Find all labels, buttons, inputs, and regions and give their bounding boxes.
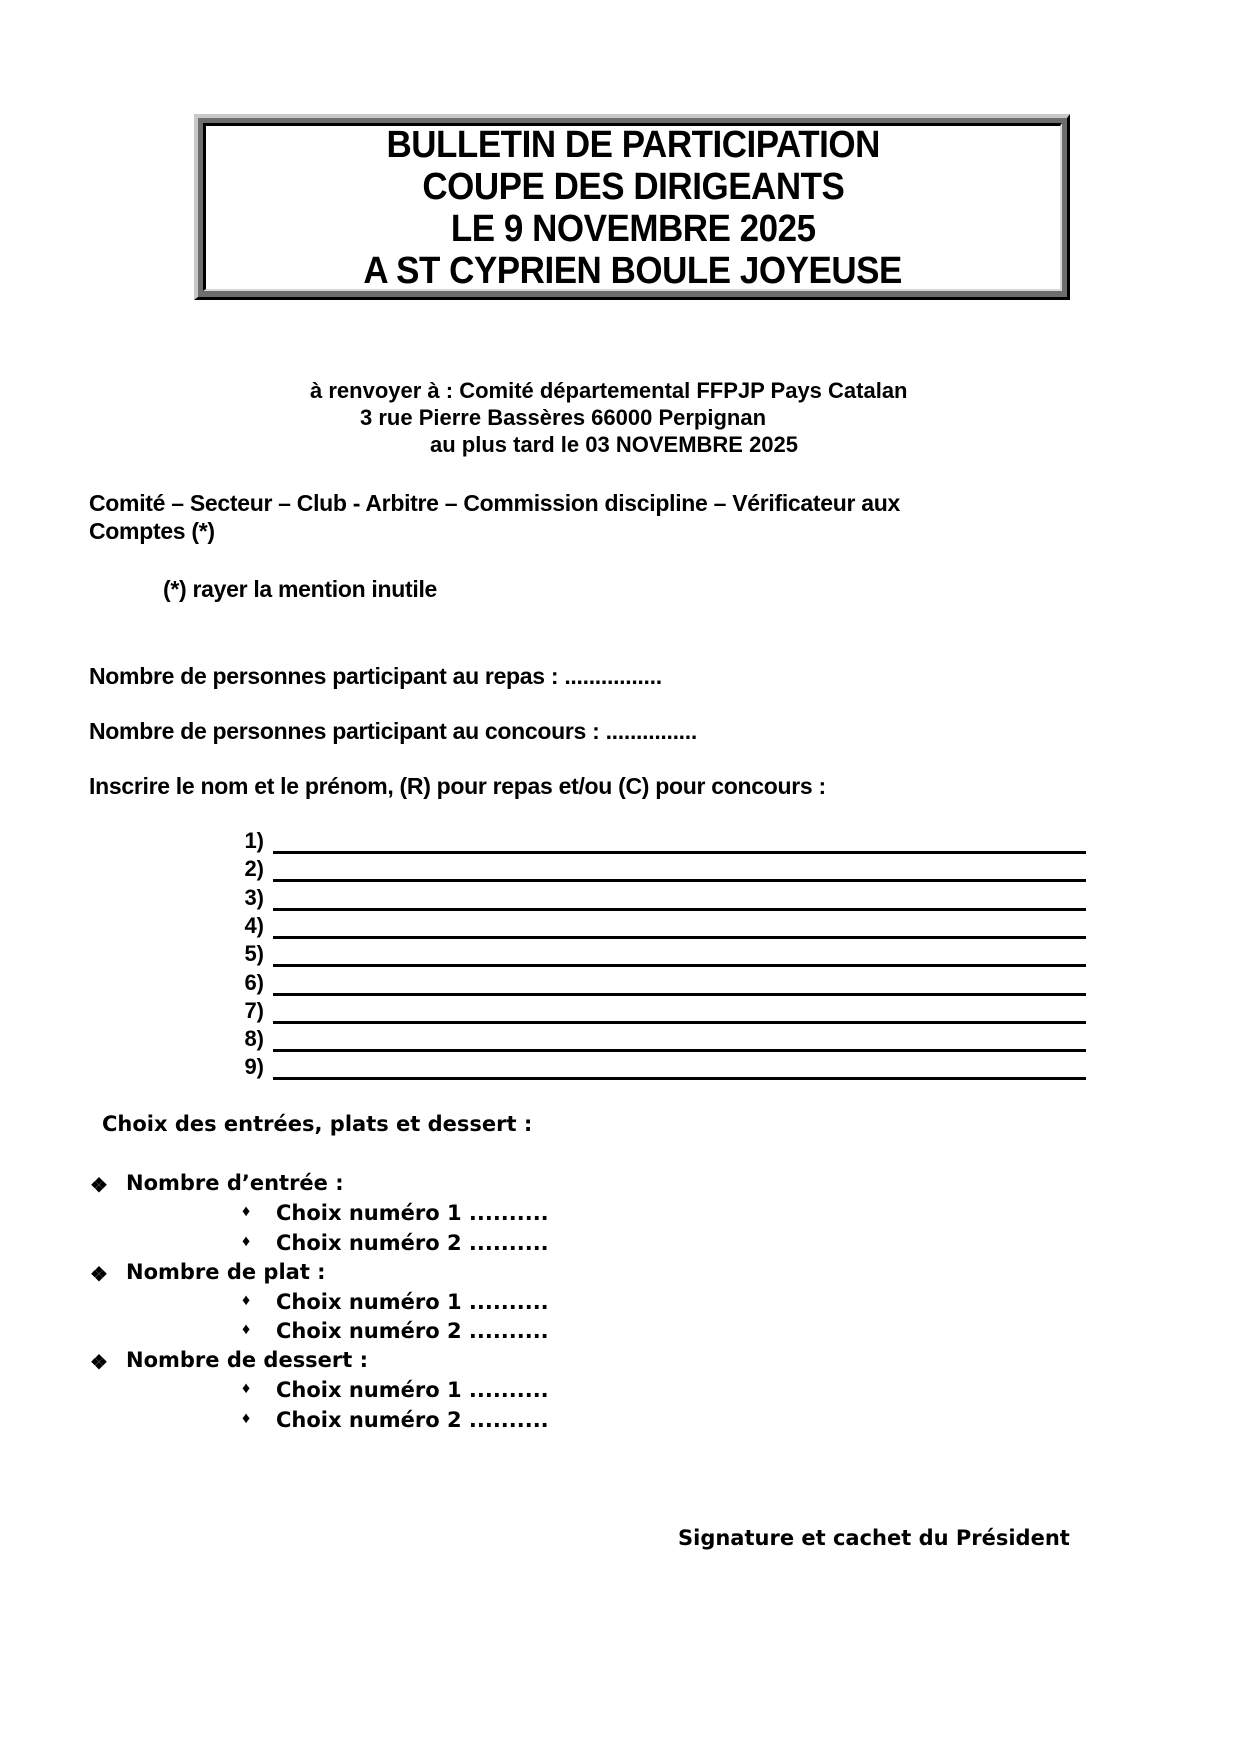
repas-count-field[interactable] <box>89 663 662 690</box>
menu-section-label: Nombre d’entrée : <box>126 1171 344 1195</box>
participant-row[interactable] <box>236 998 1086 1026</box>
menu-section-label: Nombre de plat : <box>126 1260 326 1284</box>
participant-name-field[interactable] <box>273 1077 1086 1080</box>
diamond-icon: ♦ <box>242 1410 251 1427</box>
participant-row[interactable] <box>236 1054 1086 1082</box>
role-options-line-2: Comptes (*) <box>89 518 215 544</box>
participant-number: 3) <box>244 884 264 910</box>
signature-label: Signature et cachet du Président <box>678 1526 1070 1550</box>
diamond-icon: ♦ <box>242 1321 251 1338</box>
participant-number: 4) <box>244 912 264 938</box>
participant-row[interactable] <box>236 970 1086 998</box>
participant-number: 6) <box>244 969 264 995</box>
participant-name-field[interactable] <box>273 1049 1086 1052</box>
menu-choice-field[interactable]: Choix numéro 1 .......... <box>276 1378 549 1402</box>
participant-number: 2) <box>244 856 264 882</box>
participant-name-field[interactable] <box>273 851 1086 854</box>
strike-note: (*) rayer la mention inutile <box>163 576 438 602</box>
return-address-line-2: 3 rue Pierre Bassères 66000 Perpignan <box>360 405 767 430</box>
participant-row[interactable] <box>236 1026 1086 1054</box>
title-line-1: BULLETIN DE PARTICIPATION <box>386 123 880 166</box>
registration-instructions: Inscrire le nom et le prénom, (R) pour repas et/ou (C) pour concours : <box>89 773 826 799</box>
title-line-3: LE 9 NOVEMBRE 2025 <box>450 207 816 250</box>
concours-count-value[interactable]: ............... <box>605 718 697 744</box>
menu-choice-field[interactable]: Choix numéro 2 .......... <box>276 1231 549 1255</box>
participant-row[interactable] <box>236 885 1086 913</box>
diamond-icon: ♦ <box>242 1203 251 1220</box>
participant-number: 9) <box>244 1054 264 1080</box>
menu-choice-field[interactable]: Choix numéro 2 .......... <box>276 1408 549 1432</box>
participant-row[interactable] <box>236 828 1086 856</box>
concours-count-label: Nombre de personnes participant au concours : <box>89 718 600 744</box>
title-line-4: A ST CYPRIEN BOULE JOYEUSE <box>363 249 903 292</box>
menu-choice-field[interactable]: Choix numéro 1 .......... <box>276 1201 549 1225</box>
participant-number: 5) <box>244 941 264 967</box>
participant-name-field[interactable] <box>273 936 1086 939</box>
role-options-line-1: Comité – Secteur – Club - Arbitre – Commission discipline – Vérificateur aux <box>89 490 900 516</box>
participant-number: 7) <box>244 997 264 1023</box>
menu-heading: Choix des entrées, plats et dessert : <box>102 1112 533 1136</box>
title-line-2: COUPE DES DIRIGEANTS <box>421 165 845 208</box>
title-box <box>194 114 1070 300</box>
repas-count-label: Nombre de personnes participant au repas : <box>89 663 559 689</box>
diamond-icon: ♦ <box>242 1292 251 1309</box>
concours-count-field[interactable] <box>89 718 697 745</box>
menu-choice-field[interactable]: Choix numéro 1 .......... <box>276 1290 549 1314</box>
return-address-line-1: à renvoyer à : Comité départemental FFPJP Pays Catalan <box>310 378 908 403</box>
participant-row[interactable] <box>236 941 1086 969</box>
participant-name-field[interactable] <box>273 908 1086 911</box>
participant-name-field[interactable] <box>273 964 1086 967</box>
diamond-icon: ♦ <box>242 1380 251 1397</box>
four-diamond-icon: ❖ <box>90 1264 108 1286</box>
participant-row[interactable] <box>236 913 1086 941</box>
participant-name-field[interactable] <box>273 1021 1086 1024</box>
participant-name-field[interactable] <box>273 993 1086 996</box>
return-deadline: au plus tard le 03 NOVEMBRE 2025 <box>430 432 799 457</box>
participant-row[interactable] <box>236 856 1086 884</box>
title-inner <box>203 123 1062 291</box>
four-diamond-icon: ❖ <box>90 1175 108 1197</box>
participant-name-field[interactable] <box>273 879 1086 882</box>
repas-count-value[interactable]: ................ <box>564 663 662 689</box>
diamond-icon: ♦ <box>242 1233 251 1250</box>
participant-number: 1) <box>244 828 264 853</box>
participant-number: 8) <box>244 1026 264 1052</box>
menu-choice-field[interactable]: Choix numéro 2 .......... <box>276 1319 549 1343</box>
menu-section-label: Nombre de dessert : <box>126 1348 369 1372</box>
four-diamond-icon: ❖ <box>90 1352 108 1374</box>
